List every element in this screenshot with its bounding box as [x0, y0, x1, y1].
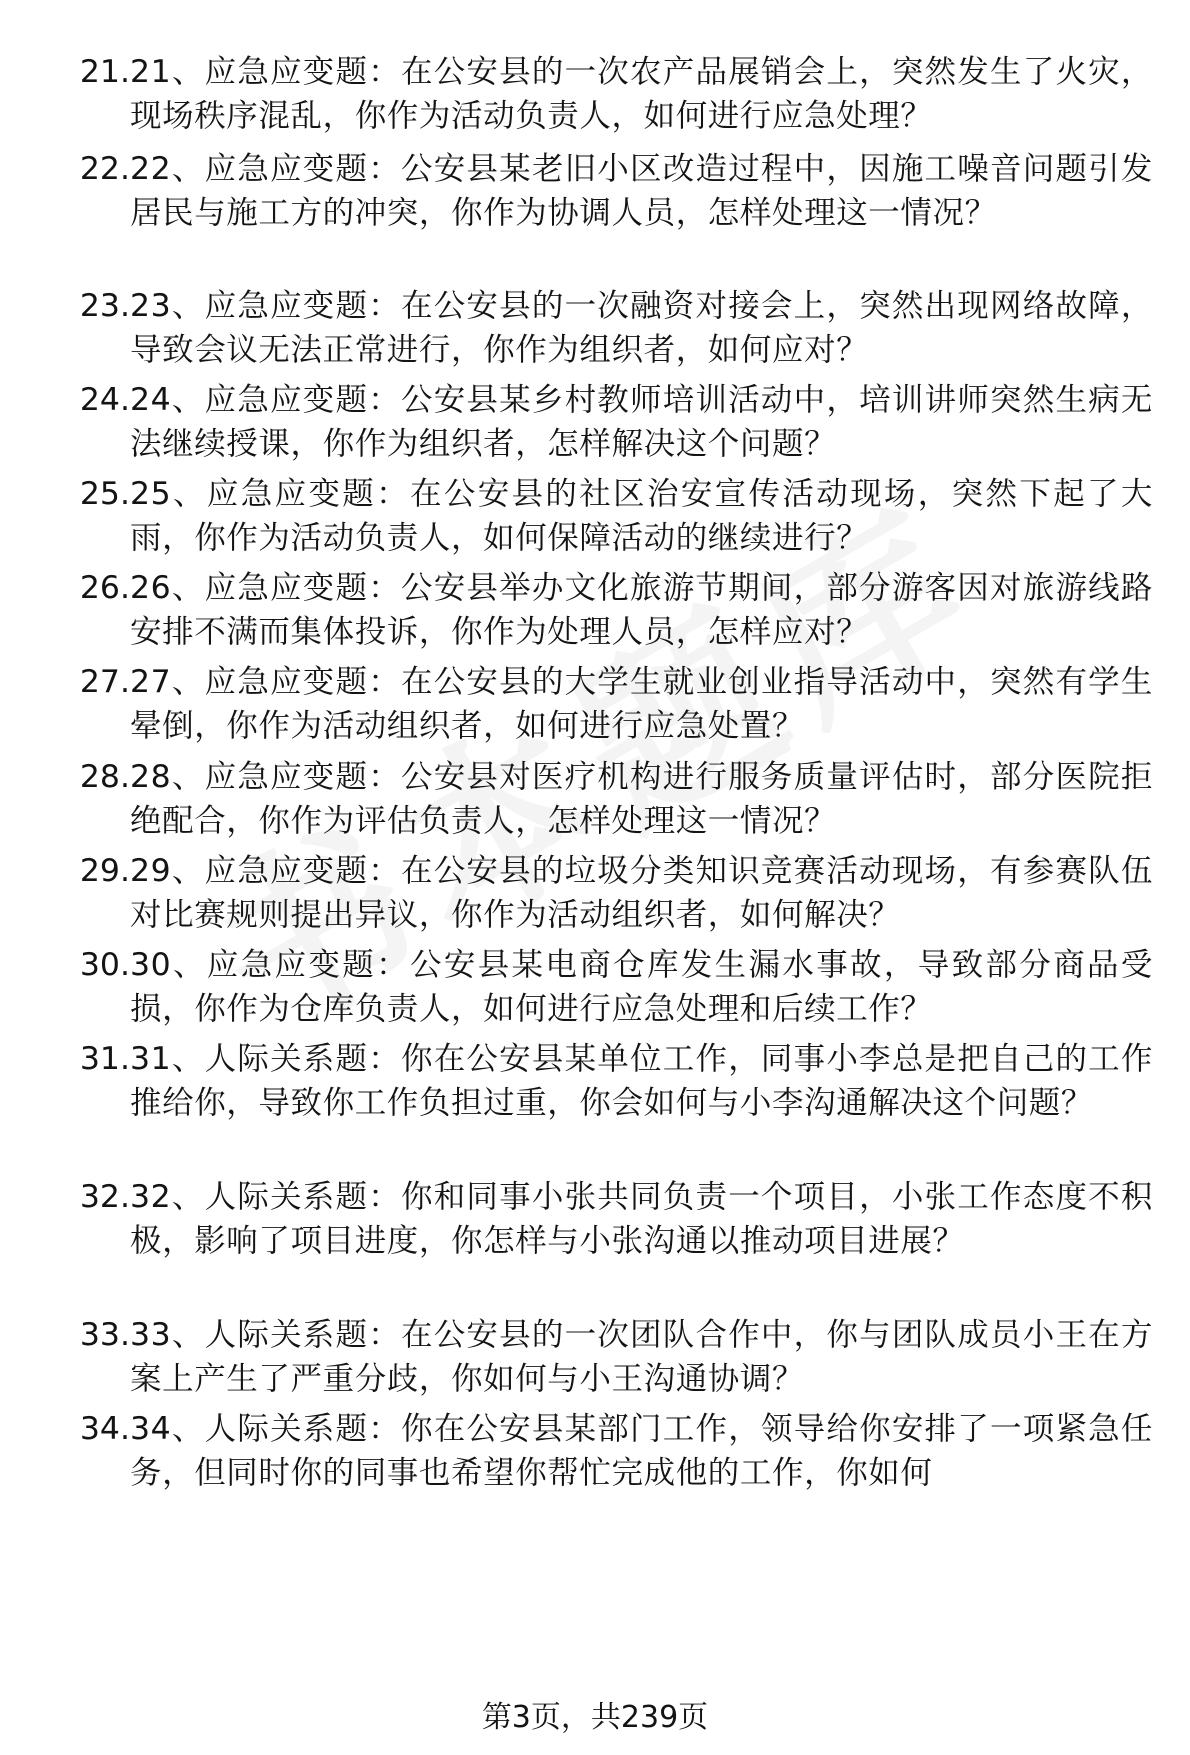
item-text: 27、应急应变题：在公安县的大学生就业创业指导活动中，突然有学生晕倒，你作为活动组织者，如何进行应急处置？: [130, 664, 1153, 744]
item-number: 30.: [79, 947, 130, 983]
item-number: 29.: [79, 853, 130, 889]
item-text: 33、人际关系题：在公安县的一次团队合作中，你与团队成员小王在方案上产生了严重分歧，你如何与小王沟通协调？: [130, 1317, 1153, 1397]
item-number: 21.: [79, 54, 130, 90]
item-text: 23、应急应变题：在公安县的一次融资对接会上，突然出现网络故障，导致会议无法正常进行，你作为组织者，如何应对？: [130, 288, 1153, 368]
item-text: 31、人际关系题：你在公安县某单位工作，同事小李总是把自己的工作推给你，导致你工作负担过重，你会如何与小李沟通解决这个问题？: [130, 1041, 1153, 1121]
item-text: 34、人际关系题：你在公安县某部门工作，领导给你安排了一项紧急任务，但同时你的同事也希望你帮忙完成他的工作，你如何: [130, 1411, 1153, 1491]
item-number: 22.: [79, 151, 130, 187]
item-number: 25.: [79, 476, 130, 512]
item-text: 32、人际关系题：你和同事小张共同负责一个项目，小张工作态度不积极，影响了项目进度，你怎样与小张沟通以推动项目进展？: [130, 1179, 1153, 1259]
item-number: 33.: [79, 1317, 130, 1353]
item-number: 32.: [79, 1179, 130, 1215]
item-number: 28.: [79, 759, 130, 795]
item-number: 34.: [79, 1411, 130, 1447]
item-text: 30、应急应变题：公安县某电商仓库发生漏水事故，导致部分商品受损，你作为仓库负责人，如何进行应急处理和后续工作？: [130, 947, 1153, 1027]
item-text: 28、应急应变题：公安县对医疗机构进行服务质量评估时，部分医院拒绝配合，你作为评估负责人，怎样处理这一情况？: [130, 759, 1153, 839]
item-text: 21、应急应变题：在公安县的一次农产品展销会上，突然发生了火灾，现场秩序混乱，你作为活动负责人，如何进行应急处理？: [130, 54, 1153, 134]
page-number: 第3页，共239页: [481, 1700, 709, 1735]
item-number: 23.: [79, 288, 130, 324]
item-number: 26.: [79, 570, 130, 606]
item-text: 25、应急应变题：在公安县的社区治安宣传活动现场，突然下起了大雨，你作为活动负责人，如何保障活动的继续进行？: [130, 476, 1153, 556]
item-text: 22、应急应变题：公安县某老旧小区改造过程中，因施工噪音问题引发居民与施工方的冲突，你作为协调人员，怎样处理这一情况？: [130, 151, 1153, 231]
item-number: 27.: [79, 664, 130, 700]
item-text: 26、应急应变题：公安县举办文化旅游节期间，部分游客因对旅游线路安排不满而集体投诉，你作为处理人员，怎样应对？: [130, 570, 1153, 650]
item-text: 29、应急应变题：在公安县的垃圾分类知识竞赛活动现场，有参赛队伍对比赛规则提出异议，你作为活动组织者，如何解决？: [130, 853, 1153, 933]
item-number: 31.: [79, 1041, 130, 1077]
item-number: 24.: [79, 382, 130, 418]
item-text: 24、应急应变题：公安县某乡村教师培训活动中，培训讲师突然生病无法继续授课，你作为组织者，怎样解决这个问题？: [130, 382, 1153, 462]
